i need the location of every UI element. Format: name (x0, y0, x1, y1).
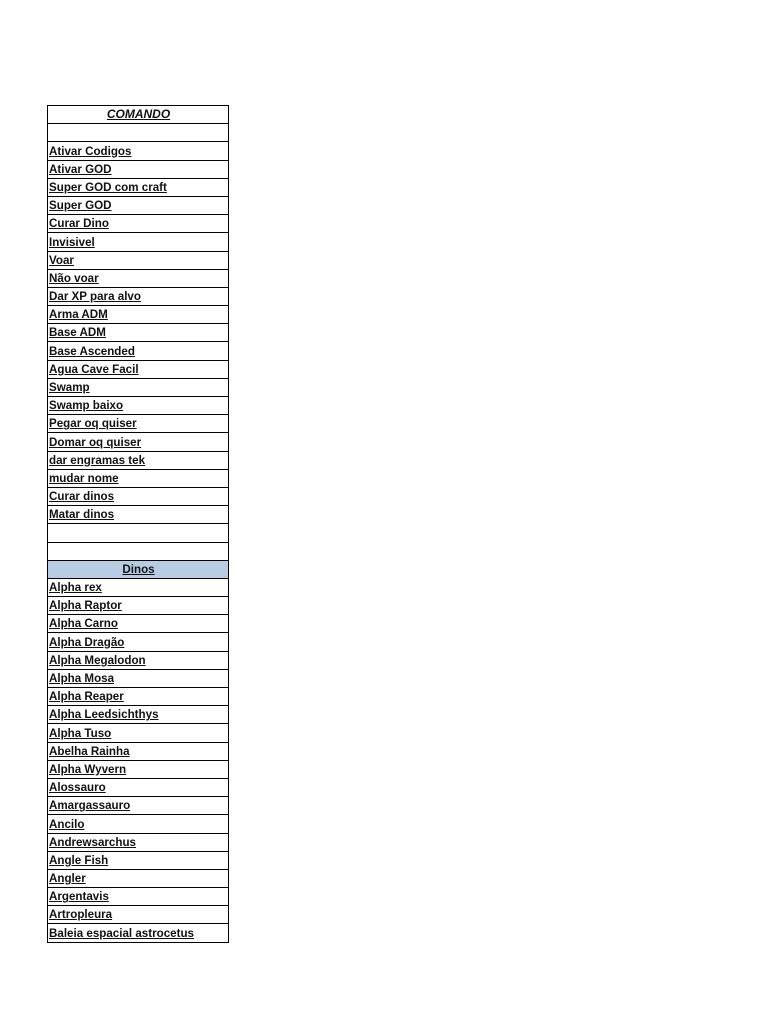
table-row (48, 524, 229, 542)
table-row (48, 397, 229, 415)
table-row (48, 433, 229, 451)
table-row (48, 669, 229, 687)
table-row (48, 324, 229, 342)
table-row (48, 106, 229, 124)
table-body (48, 106, 229, 943)
table-row (48, 760, 229, 778)
table-row (48, 615, 229, 633)
table-row (48, 178, 229, 196)
section-header-dinos[interactable]: Dinos (48, 560, 229, 578)
table-row (48, 160, 229, 178)
table-row (48, 487, 229, 505)
dino-cell[interactable]: Alpha Megalodon (48, 651, 229, 669)
table-row (48, 196, 229, 214)
table-row (48, 742, 229, 760)
table-row (48, 506, 229, 524)
table-row (48, 578, 229, 596)
table-row (48, 651, 229, 669)
dino-cell[interactable]: Argentavis (48, 888, 229, 906)
table-row (48, 360, 229, 378)
table-row (48, 869, 229, 887)
blank-cell[interactable] (48, 542, 229, 560)
spreadsheet (47, 105, 229, 943)
dino-cell[interactable]: Alpha Mosa (48, 669, 229, 687)
table-row (48, 142, 229, 160)
table-row (48, 215, 229, 233)
table-row (48, 542, 229, 560)
dino-cell[interactable]: Abelha Rainha (48, 742, 229, 760)
command-cell[interactable]: Voar (48, 251, 229, 269)
table-row (48, 888, 229, 906)
table-row (48, 924, 229, 942)
command-cell[interactable]: Invisivel (48, 233, 229, 251)
dino-cell[interactable]: Amargassauro (48, 797, 229, 815)
dino-cell[interactable]: Alpha rex (48, 578, 229, 596)
dino-cell[interactable]: Artropleura (48, 906, 229, 924)
command-cell[interactable]: Base Ascended (48, 342, 229, 360)
command-cell[interactable]: Não voar (48, 269, 229, 287)
dino-cell[interactable]: Alpha Dragão (48, 633, 229, 651)
blank-cell[interactable] (48, 524, 229, 542)
table-row (48, 815, 229, 833)
table-row (48, 306, 229, 324)
table-row (48, 633, 229, 651)
command-cell[interactable]: Matar dinos (48, 506, 229, 524)
dino-cell[interactable]: Ancilo (48, 815, 229, 833)
table-row (48, 797, 229, 815)
command-cell[interactable]: Base ADM (48, 324, 229, 342)
dino-cell[interactable]: Alpha Carno (48, 615, 229, 633)
command-cell[interactable]: Ativar Codigos (48, 142, 229, 160)
command-cell[interactable]: Ativar GOD (48, 160, 229, 178)
table-row (48, 906, 229, 924)
table-row (48, 469, 229, 487)
dino-cell[interactable]: Alpha Tuso (48, 724, 229, 742)
table-row (48, 124, 229, 142)
command-cell[interactable]: Super GOD com craft (48, 178, 229, 196)
command-cell[interactable]: mudar nome (48, 469, 229, 487)
command-cell[interactable]: Swamp baixo (48, 397, 229, 415)
command-cell[interactable]: Agua Cave Facil (48, 360, 229, 378)
command-table (47, 105, 229, 943)
table-row (48, 269, 229, 287)
dino-cell[interactable]: Alpha Reaper (48, 688, 229, 706)
dino-cell[interactable]: Alpha Wyvern (48, 760, 229, 778)
dino-cell[interactable]: Alossauro (48, 778, 229, 796)
table-row (48, 342, 229, 360)
dino-cell[interactable]: Alpha Leedsichthys (48, 706, 229, 724)
command-cell[interactable]: Curar dinos (48, 487, 229, 505)
table-row (48, 597, 229, 615)
table-row (48, 451, 229, 469)
dino-cell[interactable]: Alpha Raptor (48, 597, 229, 615)
command-cell[interactable]: Arma ADM (48, 306, 229, 324)
table-row (48, 251, 229, 269)
command-cell[interactable]: Swamp (48, 378, 229, 396)
command-cell[interactable]: Curar Dino (48, 215, 229, 233)
dino-cell[interactable]: Angler (48, 869, 229, 887)
command-cell[interactable]: dar engramas tek (48, 451, 229, 469)
table-row (48, 688, 229, 706)
dino-cell[interactable]: Angle Fish (48, 851, 229, 869)
table-row (48, 833, 229, 851)
table-row (48, 233, 229, 251)
table-row (48, 378, 229, 396)
command-cell[interactable]: Pegar oq quiser (48, 415, 229, 433)
dino-cell[interactable]: Andrewsarchus (48, 833, 229, 851)
table-row (48, 287, 229, 305)
command-cell[interactable]: Super GOD (48, 196, 229, 214)
command-cell[interactable]: Dar XP para alvo (48, 287, 229, 305)
command-cell[interactable]: Domar oq quiser (48, 433, 229, 451)
table-row (48, 415, 229, 433)
table-row (48, 724, 229, 742)
blank-cell[interactable] (48, 124, 229, 142)
table-row (48, 706, 229, 724)
table-row (48, 778, 229, 796)
table-row (48, 851, 229, 869)
dino-cell[interactable]: Baleia espacial astrocetus (48, 924, 229, 942)
table-row (48, 560, 229, 578)
column-header-comando[interactable]: COMANDO (48, 106, 229, 124)
